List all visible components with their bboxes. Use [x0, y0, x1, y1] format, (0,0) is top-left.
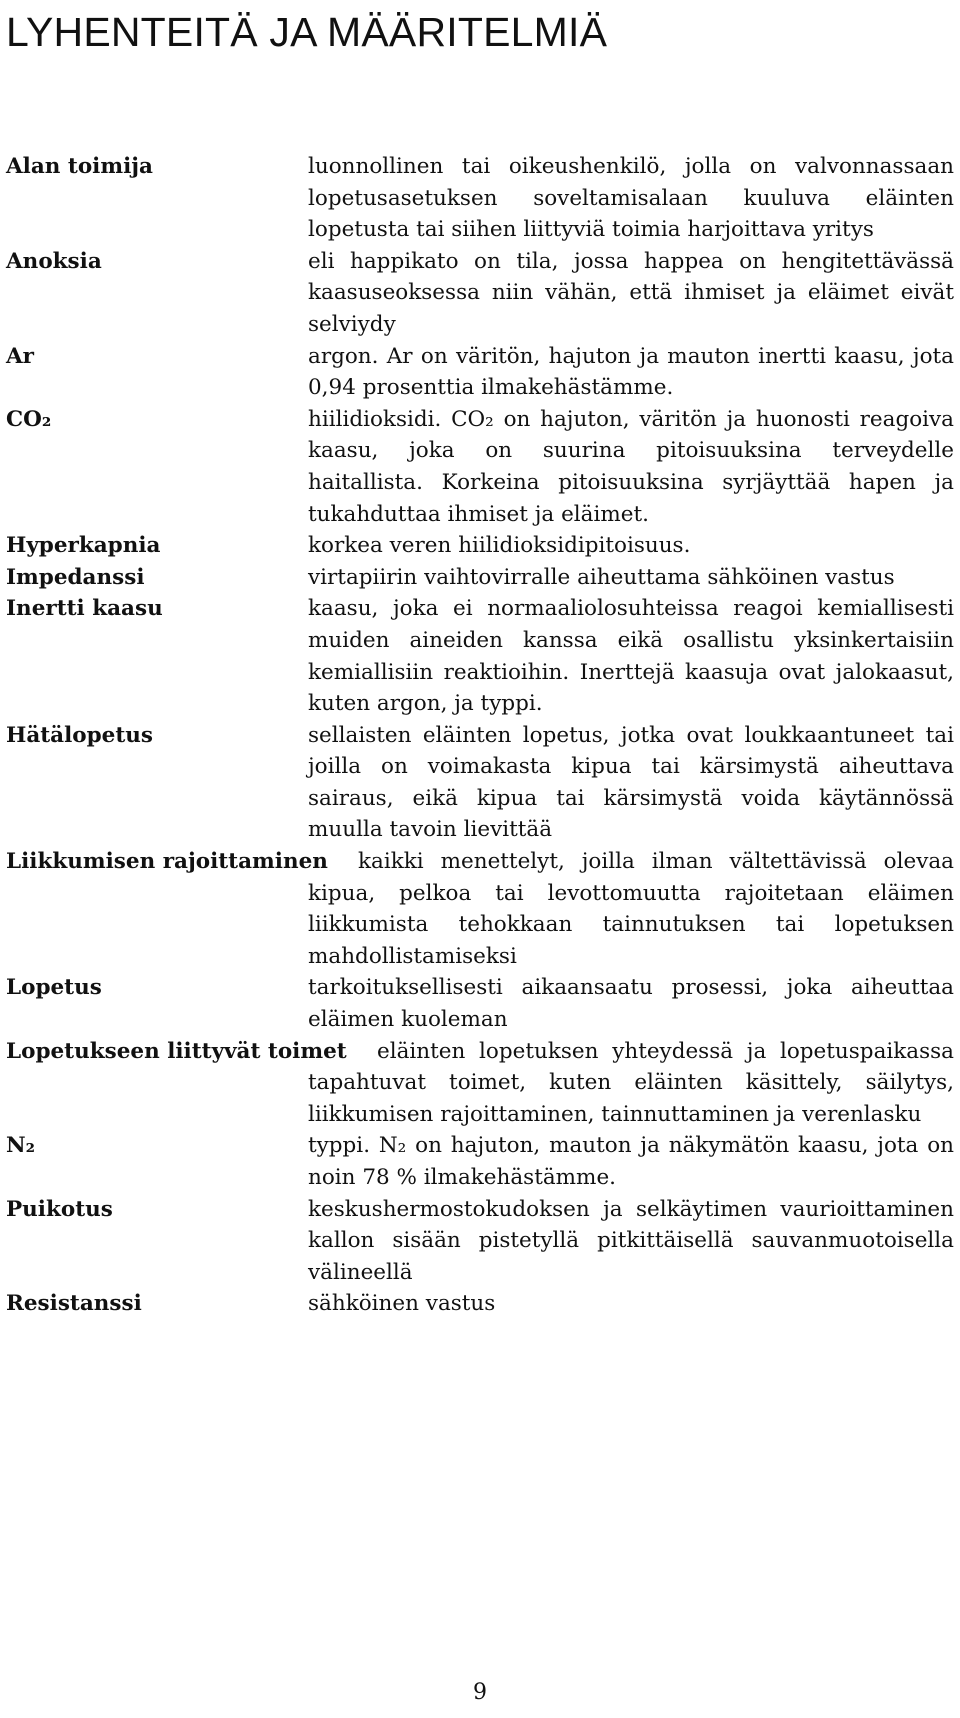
glossary-definition: virtapiirin vaihtovirralle aiheuttama sähköinen vastus: [308, 564, 895, 590]
glossary-entry: [6, 972, 954, 1035]
glossary-entry: [6, 720, 954, 846]
glossary-definition: tarkoituksellisesti aikaansaatu prosessi, joka aiheuttaa eläimen kuoleman: [308, 975, 954, 1033]
glossary-entry: [6, 1036, 954, 1131]
glossary-entry: [6, 246, 954, 341]
glossary-term: Ar: [6, 343, 35, 369]
glossary-entry: [6, 1194, 954, 1289]
glossary-term: Hätälopetus: [6, 722, 153, 748]
glossary-definition: keskushermostokudoksen ja selkäytimen vaurioittaminen kallon sisään pistetyllä pitkittäisellä sauvanmuotoisella välineellä: [308, 1196, 954, 1285]
glossary-entry: [6, 562, 954, 594]
glossary-term: CO₂: [6, 406, 52, 432]
glossary-term: Anoksia: [6, 248, 102, 274]
page-title: LYHENTEITÄ JA MÄÄRITELMIÄ: [6, 9, 608, 55]
glossary-term: Puikotus: [6, 1196, 113, 1222]
glossary-definition: hiilidioksidi. CO₂ on hajuton, väritön ja huonosti reagoiva kaasu, joka on suurina pitoisuuksina terveydelle haitallista. Korkeina pitoisuuksina syrjäyttää hapen ja tukahduttaa ihmiset ja eläimet.: [308, 406, 954, 527]
glossary-entry: [6, 593, 954, 719]
glossary-term: Lopetukseen liittyvät toimet: [6, 1038, 347, 1064]
glossary-entry: [6, 151, 954, 246]
glossary-definition: eläinten lopetuksen yhteydessä ja lopetuspaikassa tapahtuvat toimet, kuten eläinten käsittely, säilytys, liikkumisen rajoittaminen, tainnuttaminen ja verenlasku: [308, 1038, 954, 1127]
glossary-entry: [6, 341, 954, 404]
glossary-definition: sähköinen vastus: [308, 1291, 496, 1317]
glossary-entry: [6, 404, 954, 530]
glossary-definition: kaikki menettelyt, joilla ilman vältettävissä olevaa kipua, pelkoa tai levottomuutta rajoitetaan eläimen liikkumista tehokkaan tainnutuksen tai lopetuksen mahdollistamiseksi: [308, 849, 954, 969]
glossary-entry: [6, 1288, 954, 1320]
glossary-definition: sellaisten eläinten lopetus, jotka ovat loukkaantuneet tai joilla on voimakasta kipua tai kärsimystä aiheuttava sairaus, eikä kipua tai kärsimystä voida käytännössä muulla tavoin lievittää: [308, 722, 954, 843]
glossary-definition: kaasu, joka ei normaaliolosuhteissa reagoi kemiallisesti muiden aineiden kanssa eikä osallistu yksinkertaisiin kemiallisiin reaktioihin. Inerttejä kaasuja ovat jalokaasut, kuten argon, ja typpi.: [308, 596, 954, 717]
glossary-entry: [6, 1130, 954, 1193]
glossary-definition: luonnollinen tai oikeushenkilö, jolla on valvonnassaan lopetusasetuksen soveltamisalaan kuuluva eläinten lopetusta tai siihen liittyviä toimia harjoittava yritys: [308, 154, 954, 243]
glossary-entry: [6, 530, 954, 562]
glossary-definition: korkea veren hiilidioksidipitoisuus.: [308, 533, 691, 559]
glossary-term: Inertti kaasu: [6, 596, 163, 622]
glossary-term: N₂: [6, 1133, 36, 1159]
glossary-list: [6, 151, 954, 1320]
glossary-term: Lopetus: [6, 975, 102, 1001]
glossary-term: Liikkumisen rajoittaminen: [6, 849, 328, 875]
glossary-term: Alan toimija: [6, 154, 153, 179]
glossary-definition: eli happikato on tila, jossa happea on hengitettävässä kaasuseoksessa niin vähän, että ihmiset ja eläimet eivät selviydy: [308, 248, 954, 337]
glossary-definition: typpi. N₂ on hajuton, mauton ja näkymätön kaasu, jota on noin 78 % ilmakehästämme.: [308, 1133, 954, 1190]
glossary-term: Impedanssi: [6, 564, 145, 590]
page-number: 9: [473, 1680, 487, 1705]
glossary-entry: [6, 846, 954, 972]
glossary-definition: argon. Ar on väritön, hajuton ja mauton inertti kaasu, jota 0,94 prosenttia ilmakehästämme.: [308, 343, 954, 401]
glossary-term: Hyperkapnia: [6, 533, 161, 559]
glossary-term: Resistanssi: [6, 1291, 142, 1317]
